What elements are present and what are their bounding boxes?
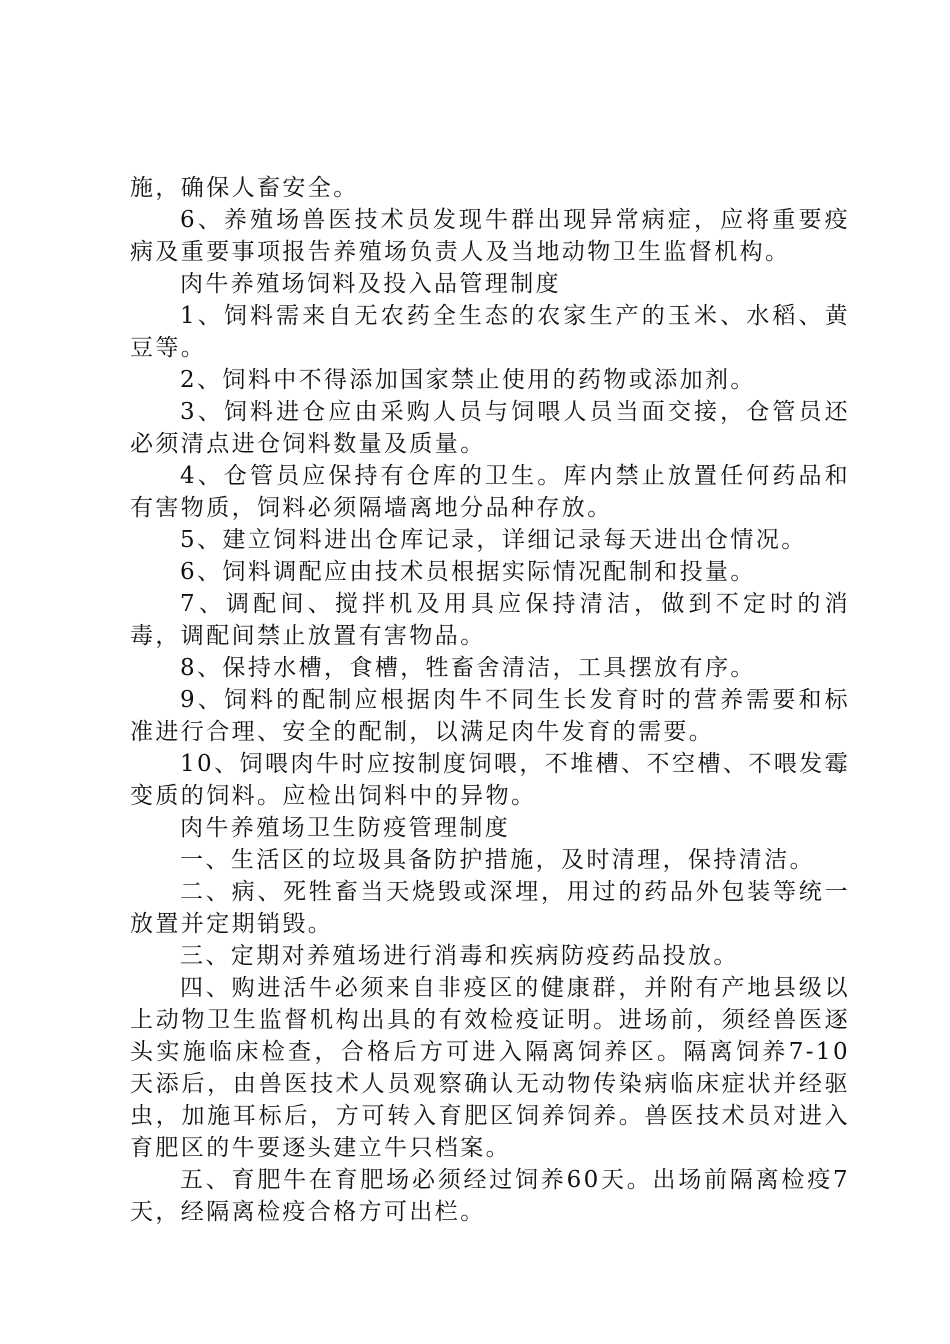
paragraph-feed-7: 7、调配间、搅拌机及用具应保持清洁，做到不定时的消毒，调配间禁止放置有害物品。 [130, 591, 850, 649]
paragraph-feed-5: 5、建立饲料进出仓库记录，详细记录每天进出仓情况。 [180, 527, 807, 553]
paragraph-item-6-vet-report: 6、养殖场兽医技术员发现牛群出现异常病症，应将重要疫病及重要事项报告养殖场负责人及当地动物卫生监督机构。 [130, 207, 850, 265]
paragraph-feed-3: 3、饲料进仓应由采购人员与饲喂人员当面交接，仓管员还必须清点进仓饲料数量及质量。 [130, 399, 850, 457]
paragraph-prevention-5: 五、育肥牛在育肥场必须经过饲养60天。出场前隔离检疫7天，经隔离检疫合格方可出栏。 [130, 1167, 850, 1225]
section-heading-feed-management: 肉牛养殖场饲料及投入品管理制度 [180, 271, 561, 297]
section-heading-epidemic-prevention: 肉牛养殖场卫生防疫管理制度 [180, 815, 511, 841]
paragraph-prevention-4: 四、购进活牛必须来自非疫区的健康群，并附有产地县级以上动物卫生监督机构出具的有效检疫证明。进场前，须经兽医逐头实施临床检查，合格后方可进入隔离饲养区。隔离饲养7-10天添后，由兽医技术人员观察确认无动物传染病临床症状并经驱虫，加施耳标后，方可转入育肥区饲养饲养。兽医技术员对进入育肥区的牛要逐头建立牛只档案。 [130, 975, 850, 1161]
paragraph-feed-6: 6、饲料调配应由技术员根据实际情况配制和投量。 [180, 559, 756, 585]
document-body [130, 172, 850, 1228]
paragraph-prevention-1: 一、生活区的垃圾具备防护措施，及时清理，保持清洁。 [180, 847, 815, 873]
paragraph-prevention-2: 二、病、死牲畜当天烧毁或深埋，用过的药品外包装等统一放置并定期销毁。 [130, 879, 850, 937]
paragraph-feed-2: 2、饲料中不得添加国家禁止使用的药物或添加剂。 [180, 367, 756, 393]
paragraph-prevention-3: 三、定期对养殖场进行消毒和疾病防疫药品投放。 [180, 943, 739, 969]
paragraph-continuation: 施，确保人畜安全。 [130, 175, 359, 201]
paragraph-feed-1: 1、饲料需来自无农药全生态的农家生产的玉米、水稻、黄豆等。 [130, 303, 850, 361]
paragraph-feed-4: 4、仓管员应保持有仓库的卫生。库内禁止放置任何药品和有害物质，饲料必须隔墙离地分品种存放。 [130, 463, 850, 521]
paragraph-feed-9: 9、饲料的配制应根据肉牛不同生长发育时的营养需要和标准进行合理、安全的配制，以满足肉牛发育的需要。 [130, 687, 850, 745]
paragraph-feed-10: 10、饲喂肉牛时应按制度饲喂，不堆槽、不空槽、不喂发霉变质的饲料。应检出饲料中的异物。 [130, 751, 850, 809]
paragraph-feed-8: 8、保持水槽，食槽，牲畜舍清洁，工具摆放有序。 [180, 655, 756, 681]
